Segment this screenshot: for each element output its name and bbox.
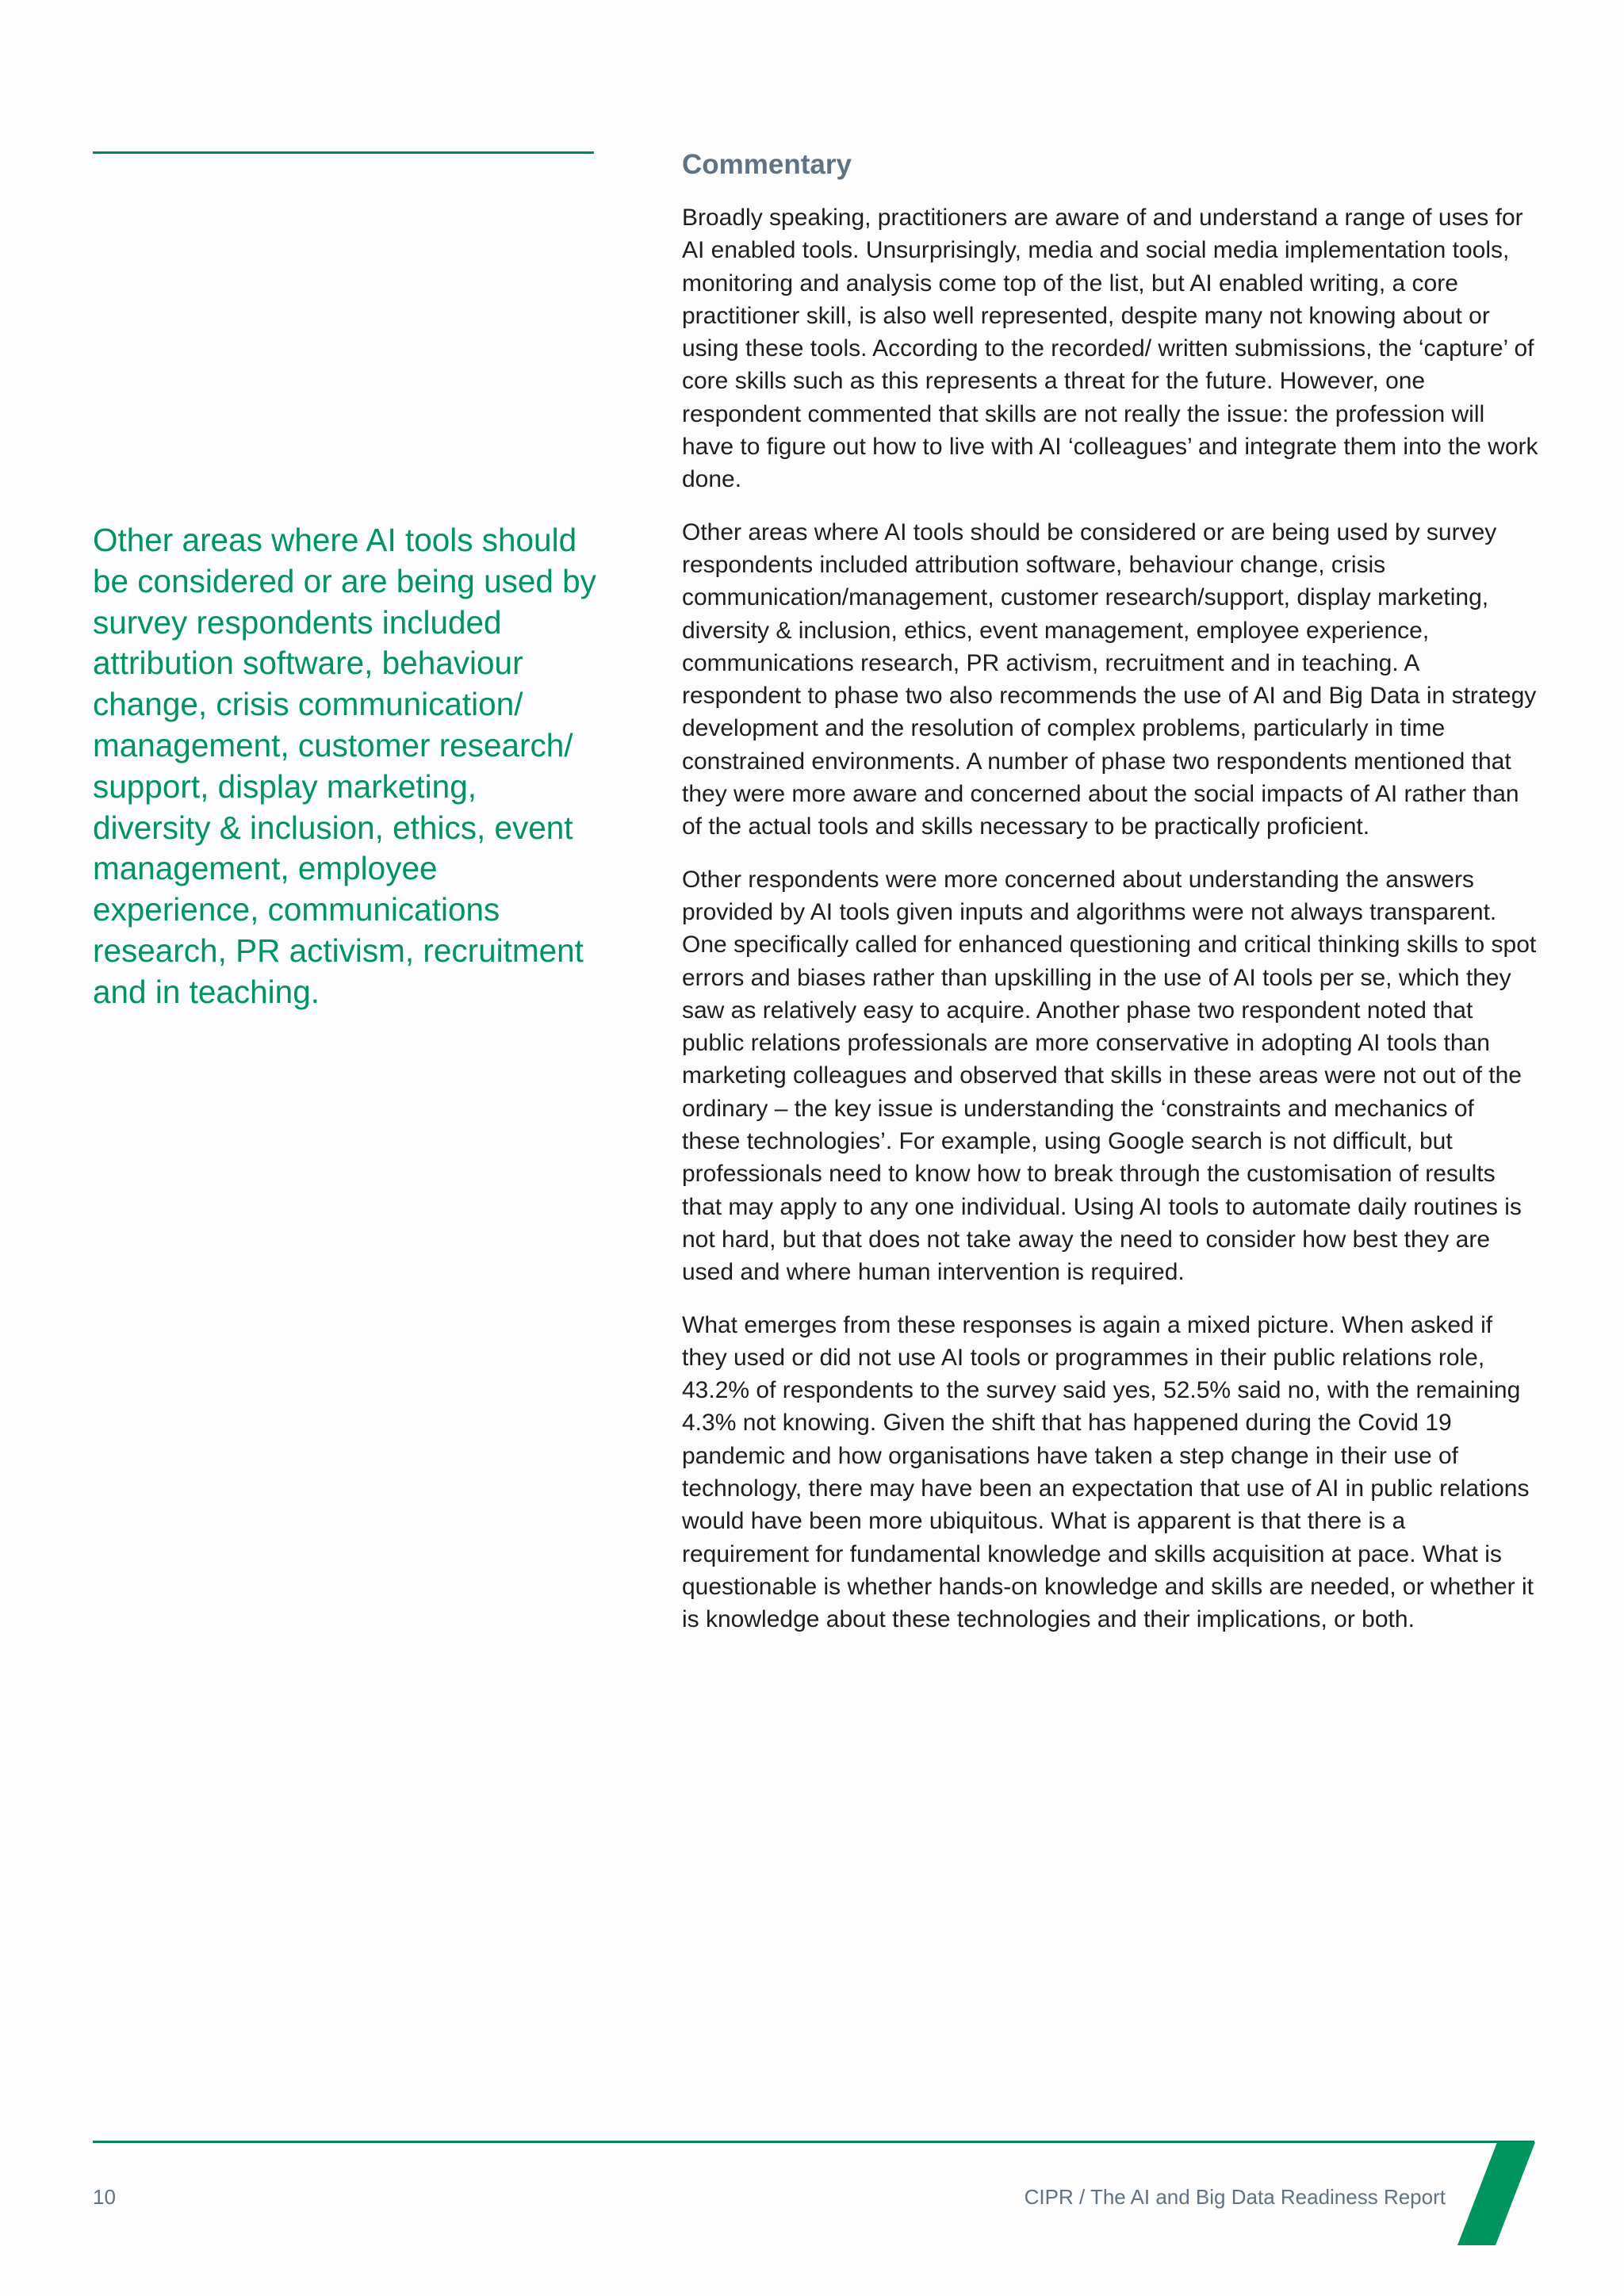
paragraph: What emerges from these responses is again a mixed picture. When asked if they used or did not use AI tools or programmes in their public relations role, 43.2% of respondents to the survey said yes, 52.5% said no, with the remaining 4.3% not knowing. Given the shift that has happened during the Covid 19 pandemic and how organisations have taken a step change in their use of technology, there may have been an expectation that use of AI in public relations would have been more ubiquitous. What is apparent is that there is a requirement for fundamental knowledge and skills acquisition at pace. What is questionable is whether hands-on knowledge and skills are needed, or whether it is knowledge about these technologies and their implications, or both. — [682, 1311, 1534, 1633]
left-column-divider — [93, 151, 594, 154]
footer-divider — [93, 2141, 1534, 2143]
section-heading: Commentary — [682, 149, 852, 180]
paragraph: Broadly speaking, practitioners are aware of and understand a range of uses for AI enabled tools. Unsurprisingly, media and social media implementation tools, monitoring and analysis come top of the list, but AI enabled writing, a core practitioner skill, is also well represented, despite many not knowing about or using these tools. According to the recorded/ written submissions, the ‘capture’ of core skills such as this represents a threat for the future. However, one respondent commented that skills are not really the issue: the profession will have to figure out how to live with AI ‘colleagues’ and integrate them into the work done. — [682, 205, 1538, 493]
pull-quote: Other areas where AI tools should be considered or are being used by survey respondents included attribution software, behaviour change, crisis communication/ management, customer research/ support, display marketing, diversity & inclusion, ethics, event management, employee experience, communications research, PR activism, recruitment and in teaching. — [93, 522, 596, 1010]
paragraph: Other respondents were more concerned about understanding the answers provided by AI tools given inputs and algorithms were not always transparent. One specifically called for enhanced questioning and critical thinking skills to spot errors and biases rather than upskilling in the use of AI tools per se, which they saw as relatively easy to acquire. Another phase two respondent noted that public relations professionals are more conservative in adopting AI tools than marketing colleagues and observed that skills in these areas were not out of the ordinary – the key issue is understanding the ‘constraints and mechanics of these technologies’. For example, using Google search is not difficult, but professionals need to know how to break through the customisation of results that may apply to any one individual. Using AI tools to automate daily routines is not hard, but that does not take away the need to consider how best they are used and where human intervention is required. — [682, 866, 1537, 1286]
green-slash-mark-icon — [1457, 2142, 1535, 2245]
paragraph: Other areas where AI tools should be considered or are being used by survey respondents included attribution software, behaviour change, crisis communication/management, customer research/support, display marketing, diversity & inclusion, ethics, event management, employee experience, communications research, PR activism, recruitment and in teaching. A respondent to phase two also recommends the use of AI and Big Data in strategy development and the resolution of complex problems, particularly in time constrained environments. A number of phase two respondents mentioned that they were more aware and concerned about the social impacts of AI rather than of the actual tools and skills necessary to be practically proficient. — [682, 519, 1537, 840]
footer-report-title: CIPR / The AI and Big Data Readiness Report — [1024, 2185, 1446, 2209]
commentary-section — [682, 143, 1538, 1655]
page-number: 10 — [93, 2185, 116, 2209]
